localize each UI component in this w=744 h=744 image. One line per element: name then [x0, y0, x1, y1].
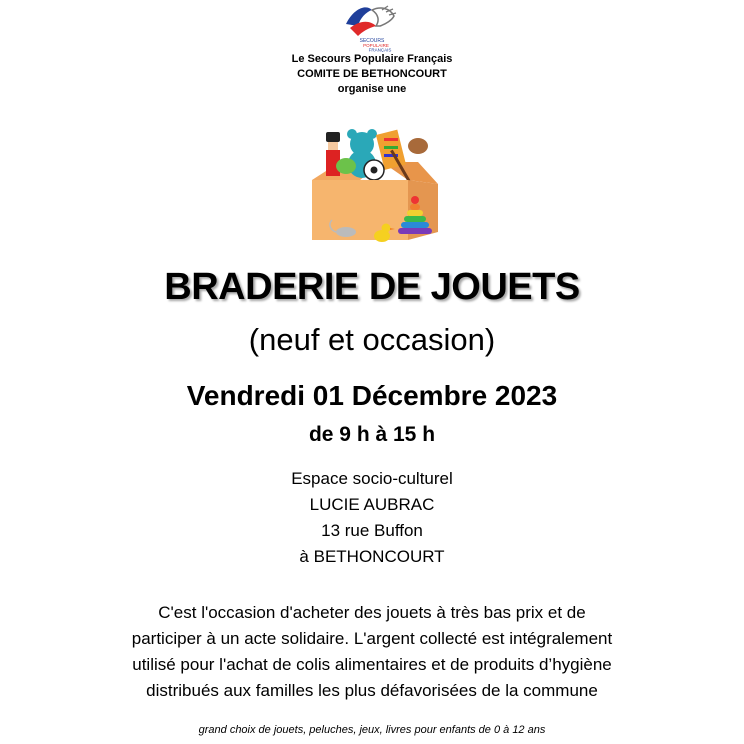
address-city: à BETHONCOURT — [299, 547, 445, 566]
description-line: participer à un acte solidaire. L'argent collecté est intégralement — [131, 629, 613, 648]
address-street: 13 rue Buffon — [321, 521, 423, 540]
address-venue: Espace socio-culturel — [291, 469, 453, 488]
organizer-action: organise une — [337, 83, 407, 95]
description-line: C'est l'occasion d'acheter des jouets à très bas prix et de — [158, 603, 586, 622]
event-hours: de 9 h à 15 h — [308, 423, 436, 446]
description-line: utilisé pour l'achat de colis alimentaires et de produits d’hygiène — [132, 655, 612, 674]
toy-box-icon — [300, 118, 450, 248]
event-description — [0, 600, 744, 704]
description-line: distribués aux familles les plus défavorisées de la commune — [146, 681, 598, 700]
address-venue-name: LUCIE AUBRAC — [309, 495, 435, 514]
logo-text-line2: POPULAIRE — [363, 43, 389, 48]
organizer-name: Le Secours Populaire Français — [291, 53, 453, 65]
event-title: BRADERIE DE JOUETS — [164, 266, 580, 308]
event-date: Vendredi 01 Décembre 2023 — [186, 380, 558, 411]
organizer-committee: COMITE DE BETHONCOURT — [297, 68, 447, 80]
organizer-block — [0, 52, 744, 97]
event-address — [0, 466, 744, 570]
logo-text-line1: SECOURS — [359, 38, 385, 44]
footer-note: grand choix de jouets, peluches, jeux, livres pour enfants de 0 à 12 ans — [198, 724, 546, 736]
logo-text-line3: FRANÇAIS — [368, 47, 392, 52]
secours-populaire-logo-icon — [336, 2, 408, 52]
event-subtitle: (neuf et occasion) — [248, 322, 496, 357]
